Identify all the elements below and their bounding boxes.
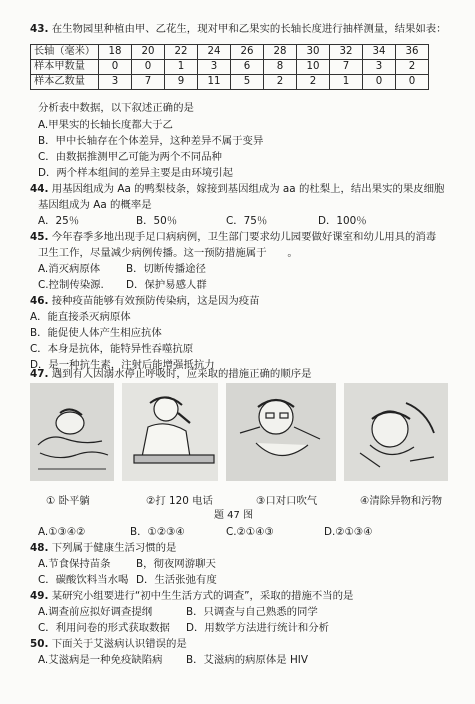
q45-stem-line <box>30 232 436 242</box>
q48-option-b[interactable]: B，彻夜网游聊天 <box>136 558 216 570</box>
table-cell: 2 <box>264 75 297 90</box>
q47-step-4: ④清除异物和污物 <box>360 495 443 507</box>
figure-caption: 题 47 图 <box>214 510 254 521</box>
q48-option-c[interactable]: C．碳酸饮料当水喝 <box>38 574 129 586</box>
question-stem: 遇到有人因溺水停止呼吸时，应采取的措施正确的顺序是 <box>51 368 312 380</box>
table-cell: 7 <box>132 75 165 90</box>
table-row <box>31 60 429 75</box>
table-cell: 0 <box>363 75 396 90</box>
table-cell: 18 <box>99 45 132 60</box>
rescue-steps-illustration <box>30 383 448 483</box>
q44-option-c[interactable]: C．75％ <box>226 215 268 227</box>
table-cell: 36 <box>396 45 429 60</box>
q45-option-b[interactable]: B．切断传播途径 <box>126 263 206 275</box>
q45-option-d[interactable]: D．保护易感人群 <box>126 279 207 291</box>
q43-option-d[interactable]: D．两个样本组间的差异主要是由环境引起 <box>38 167 234 179</box>
q46-option-b[interactable]: B．能促使人体产生相应抗体 <box>30 327 162 339</box>
question-stem: 用基因组成为 Aa 的鸭梨枝条，嫁接到基因组成为 aa 的杜梨上，结出果实的果皮细胞 <box>51 183 445 195</box>
table-cell: 8 <box>264 60 297 75</box>
q47-option-c[interactable]: C.②①④③ <box>226 526 274 538</box>
q48-option-a[interactable]: A.节食保持苗条 <box>38 558 111 570</box>
q47-option-b[interactable]: B．①②③④ <box>130 526 185 538</box>
table-header-cell: 样本乙数量 <box>31 75 99 90</box>
table-cell: 3 <box>198 60 231 75</box>
q50-option-b[interactable]: B．艾滋病的病原体是 HIV <box>186 654 308 666</box>
q44-stem-cont: 基因组成为 Aa 的概率是 <box>38 199 152 211</box>
question-stem: 在生物园里种植由甲、乙花生，现对甲和乙果实的长轴长度进行抽样测量，结果如表： <box>51 23 447 35</box>
table-cell: 26 <box>231 45 264 60</box>
table-header-cell: 样本甲数量 <box>31 60 99 75</box>
q46-option-c[interactable]: C．本身是抗体，能特异性吞噬抗原 <box>30 343 194 355</box>
lying-person-figure <box>30 383 114 481</box>
q47-option-d[interactable]: D.②①③④ <box>324 526 373 538</box>
table-cell: 11 <box>198 75 231 90</box>
q47-option-a[interactable]: A.①③④② <box>38 526 86 538</box>
length-data-table <box>30 44 429 90</box>
table-cell: 24 <box>198 45 231 60</box>
q50-option-a[interactable]: A.艾滋病是一种免疫缺陷病 <box>38 654 163 666</box>
q47-step-1: ① 卧平躺 <box>46 495 90 507</box>
phone-call-figure <box>122 383 218 481</box>
question-stem: 下列属于健康生活习惯的是 <box>51 542 177 554</box>
q45-stem-cont: 卫生工作，尽量减少病例传播。这一预防措施属于 。 <box>38 247 298 259</box>
q46-stem-line <box>30 296 260 306</box>
table-cell: 30 <box>297 45 330 60</box>
q49-option-b[interactable]: B．只调查与自己熟悉的同学 <box>186 606 318 618</box>
table-header-cell: 长轴（毫米） <box>31 45 99 60</box>
question-number: 45. <box>30 231 49 243</box>
table-cell: 32 <box>330 45 363 60</box>
q45-option-a[interactable]: A.消灭病原体 <box>38 263 101 275</box>
q45-option-c[interactable]: C.控制传染源. <box>38 279 104 291</box>
question-number: 43. <box>30 23 49 35</box>
table-cell: 1 <box>165 60 198 75</box>
table-row <box>31 45 429 60</box>
table-cell: 3 <box>99 75 132 90</box>
q43-prompt: 分析表中数据，以下叙述正确的是 <box>38 102 194 114</box>
q47-stem-line <box>30 369 312 379</box>
clear-airway-figure <box>344 383 448 481</box>
q43-option-b[interactable]: B．甲中长轴存在个体差异，这种差异不属于变异 <box>38 135 264 147</box>
q44-option-d[interactable]: D．100％ <box>318 215 367 227</box>
table-cell: 2 <box>396 60 429 75</box>
question-number: 44. <box>30 183 49 195</box>
table-cell: 10 <box>297 60 330 75</box>
question-stem: 今年春季多地出现手足口病病例，卫生部门要求幼儿园要做好课室和幼儿用具的消毒 <box>51 231 437 243</box>
table-cell: 9 <box>165 75 198 90</box>
table-cell: 2 <box>297 75 330 90</box>
q43-stem-line <box>30 24 447 34</box>
mouth-to-mouth-figure <box>226 383 336 481</box>
q47-step-3: ③口对口吹气 <box>256 495 318 507</box>
table-cell: 3 <box>363 60 396 75</box>
question-number: 47. <box>30 368 49 380</box>
q48-option-d[interactable]: D．生活张弛有度 <box>136 574 217 586</box>
q43-option-a[interactable]: A.甲果实的长轴长度都大于乙 <box>38 119 173 131</box>
q48-stem-line <box>30 543 176 553</box>
table-cell: 0 <box>99 60 132 75</box>
q49-option-a[interactable]: A.调查前应拟好调查提纲 <box>38 606 153 618</box>
q49-option-c[interactable]: C．利用问卷的形式获取数据 <box>38 622 170 634</box>
table-cell: 1 <box>330 75 363 90</box>
q46-option-d[interactable]: D．是一种抗生素，注射后能增强抵抗力 <box>30 359 215 371</box>
q50-stem-line <box>30 639 187 649</box>
table-cell: 0 <box>132 60 165 75</box>
question-number: 48. <box>30 542 49 554</box>
q46-option-a[interactable]: A．能直接杀灭病原体 <box>30 311 131 323</box>
table-cell: 34 <box>363 45 396 60</box>
q49-option-d[interactable]: D．用数学方法进行统计和分析 <box>186 622 330 634</box>
question-number: 46. <box>30 295 49 307</box>
q44-option-b[interactable]: B．50％ <box>136 215 178 227</box>
table-cell: 20 <box>132 45 165 60</box>
q44-option-a[interactable]: A．25％ <box>38 215 80 227</box>
question-stem: 某研究小组要进行“初中生生活方式的调查”，采取的措施不当的是 <box>51 590 354 602</box>
q49-stem-line <box>30 591 353 601</box>
table-cell: 22 <box>165 45 198 60</box>
question-stem: 下面关于艾滋病认识错误的是 <box>51 638 187 650</box>
table-cell: 7 <box>330 60 363 75</box>
q47-step-2: ②打 120 电话 <box>146 495 213 507</box>
table-cell: 6 <box>231 60 264 75</box>
table-row <box>31 75 429 90</box>
question-number: 50. <box>30 638 49 650</box>
table-cell: 5 <box>231 75 264 90</box>
question-number: 49. <box>30 590 49 602</box>
question-stem: 接种疫苗能够有效预防传染病，这是因为疫苗 <box>51 295 260 307</box>
table-cell: 0 <box>396 75 429 90</box>
q43-option-c[interactable]: C．由数据推测甲乙可能为两个不同品种 <box>38 151 222 163</box>
q44-stem-line <box>30 184 444 194</box>
table-cell: 28 <box>264 45 297 60</box>
